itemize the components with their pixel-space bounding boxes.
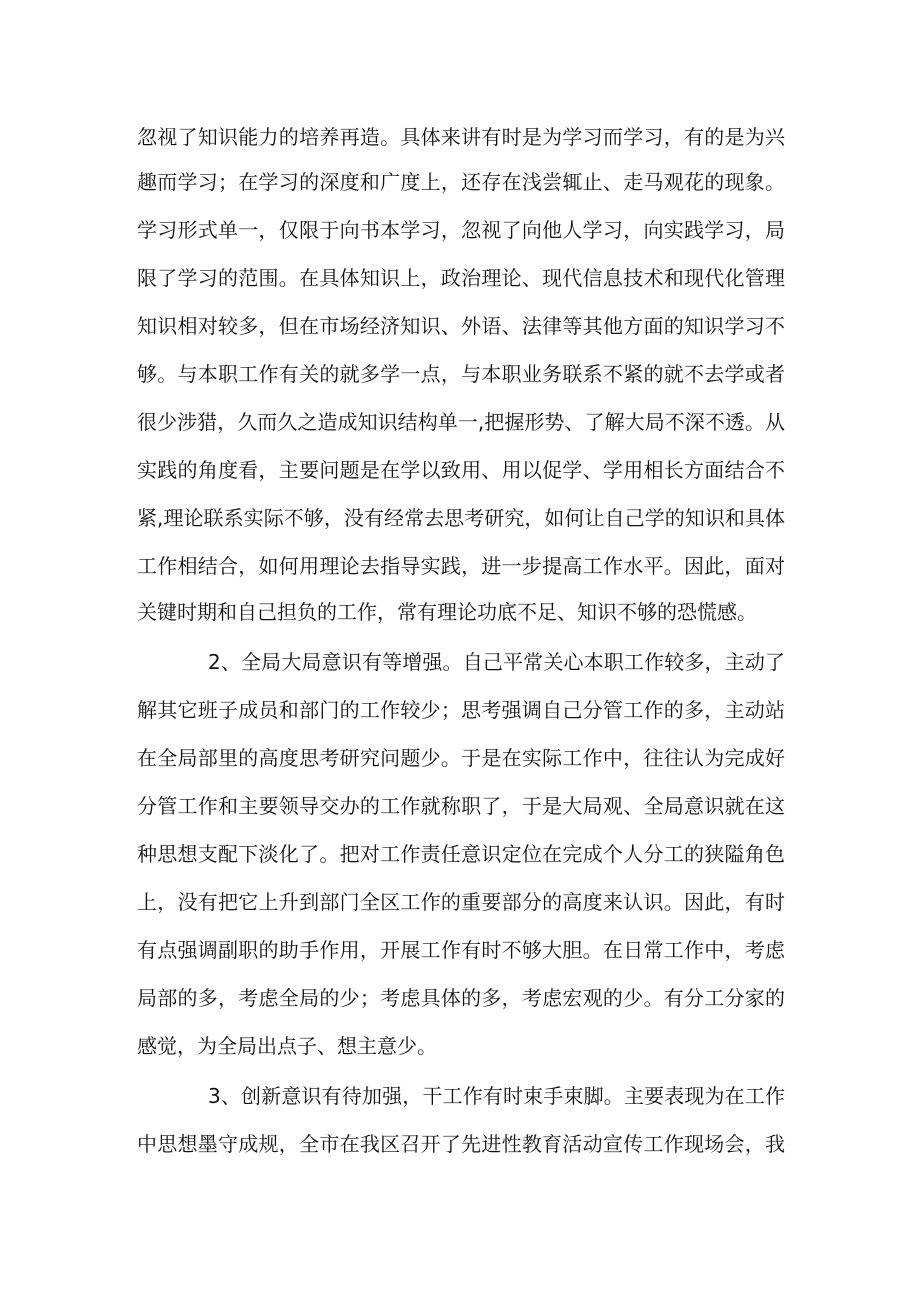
- paragraph-first-line: 3、创新意识有待加强，干工作有时束手束脚。主要表现为在工作: [208, 1084, 785, 1108]
- text-line: 关键时期和自己担负的工作，常有理论功底不足、知识不够的恐慌感。: [137, 600, 757, 624]
- text-line: 种思想支配下淡化了。把对工作责任意识定位在完成个人分工的狭隘角色: [137, 842, 785, 866]
- text-line: 知识相对较多，但在市场经济知识、外语、法律等其他方面的知识学习不: [137, 314, 785, 338]
- text-line: 局部的多，考虑全局的少；考虑具体的多，考虑宏观的少。有分工分家的: [137, 986, 785, 1010]
- text-line: 实践的角度看，主要问题是在学以致用、用以促学、学用相长方面结合不: [137, 458, 785, 482]
- text-line: 有点强调副职的助手作用，开展工作有时不够大胆。在日常工作中，考虑: [137, 938, 785, 962]
- text-line: 忽视了知识能力的培养再造。具体来讲有时是为学习而学习，有的是为兴: [137, 125, 785, 149]
- text-line: 学习形式单一，仅限于向书本学习，忽视了向他人学习，向实践学习，局: [137, 218, 785, 242]
- text-line: 紧,理论联系实际不够，没有经常去思考研究，如何让自己学的知识和具体: [137, 506, 785, 530]
- text-line: 上，没有把它上升到部门全区工作的重要部分的高度来认识。因此，有时: [137, 890, 785, 914]
- text-line: 解其它班子成员和部门的工作较少；思考强调自己分管工作的多，主动站: [137, 698, 785, 722]
- text-line: 中思想墨守成规，全市在我区召开了先进性教育活动宣传工作现场会，我: [137, 1132, 785, 1156]
- text-line: 很少涉猎，久而久之造成知识结构单一,把握形势、了解大局不深不透。从: [137, 410, 785, 434]
- text-line: 在全局部里的高度思考研究问题少。于是在实际工作中，往往认为完成好: [137, 746, 785, 770]
- paragraph-first-line: 2、全局大局意识有等增强。自己平常关心本职工作较多，主动了: [208, 650, 785, 674]
- text-line: 限了学习的范围。在具体知识上，政治理论、现代信息技术和现代化管理: [137, 266, 785, 290]
- text-line: 工作相结合，如何用理论去指导实践，进一步提高工作水平。因此，面对: [137, 554, 785, 578]
- text-line: 感觉，为全局出点子、想主意少。: [137, 1034, 437, 1058]
- text-line: 分管工作和主要领导交办的工作就称职了，于是大局观、全局意识就在这: [137, 794, 785, 818]
- text-line: 够。与本职工作有关的就多学一点，与本职业务联系不紧的就不去学或者: [137, 362, 785, 386]
- text-line: 趣而学习；在学习的深度和广度上，还存在浅尝辄止、走马观花的现象。: [137, 170, 785, 194]
